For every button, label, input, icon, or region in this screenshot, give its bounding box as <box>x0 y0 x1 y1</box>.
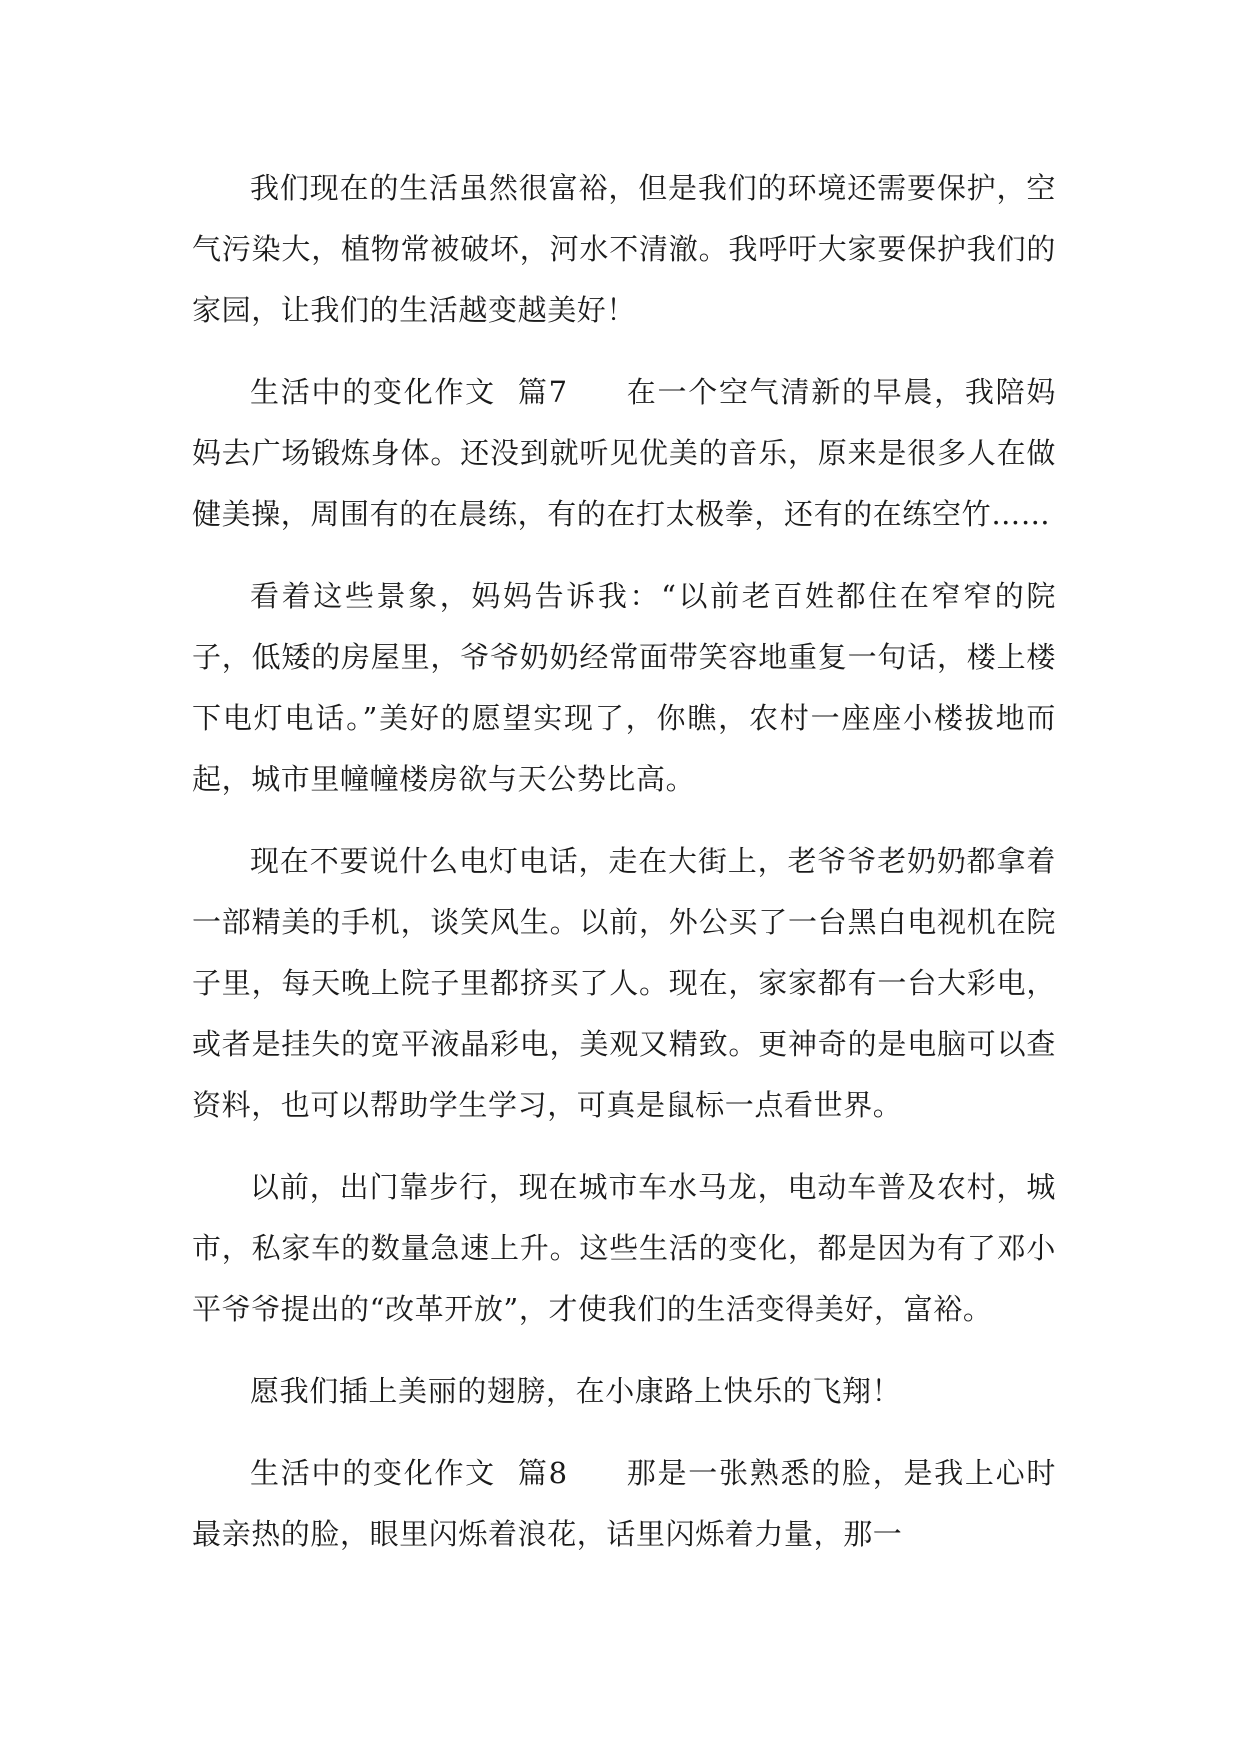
section-8-heading: 生活中的变化作文 篇8 <box>250 1456 568 1490</box>
section-7 <box>192 362 1056 545</box>
paragraph-transport: 以前，出门靠步行，现在城市车水马龙，电动车普及农村，城市，私家车的数量急速上升。这些生活的变化，都是因为有了邓小平爷爷提出的“改革开放”，才使我们的生活变得美好，富裕。 <box>192 1170 1056 1326</box>
paragraph-environment: 我们现在的生活虽然很富裕，但是我们的环境还需要保护，空气污染大，植物常被破坏，河水不清澈。我呼吁大家要保护我们的家园，让我们的生活越变越美好！ <box>192 171 1056 327</box>
document-body <box>192 158 1056 1565</box>
section-8-text: 那是一张熟悉的脸，是我上心时最亲热的脸，眼里闪烁着浪花，话里闪烁着力量，那一 <box>192 1456 1057 1551</box>
paragraph-wish: 愿我们插上美丽的翅膀，在小康路上快乐的飞翔！ <box>250 1374 902 1408</box>
paragraph-mother-says: 看着这些景象，妈妈告诉我：“以前老百姓都住在窄窄的院子，低矮的房屋里，爷爷奶奶经常面带笑容地重复一句话，楼上楼下电灯电话。”美好的愿望实现了，你瞧，农村一座座小楼拔地而起，城市里幢幢楼房欲与天公势比高。 <box>192 579 1056 796</box>
paragraph-phones-tv: 现在不要说什么电灯电话，走在大街上，老爷爷老奶奶都拿着一部精美的手机，谈笑风生。以前，外公买了一台黑白电视机在院子里，每天晚上院子里都挤买了人。现在，家家都有一台大彩电，或者是挂失的宽平液晶彩电，美观又精致。更神奇的是电脑可以查资料，也可以帮助学生学习，可真是鼠标一点看世界。 <box>192 844 1056 1122</box>
section-7-text: 在一个空气清新的早晨，我陪妈妈去广场锻炼身体。还没到就听见优美的音乐，原来是很多人在做健美操，周围有的在晨练，有的在打太极拳，还有的在练空竹…… <box>192 375 1057 531</box>
section-7-heading: 生活中的变化作文 篇7 <box>250 375 568 409</box>
section-8 <box>192 1443 1056 1565</box>
